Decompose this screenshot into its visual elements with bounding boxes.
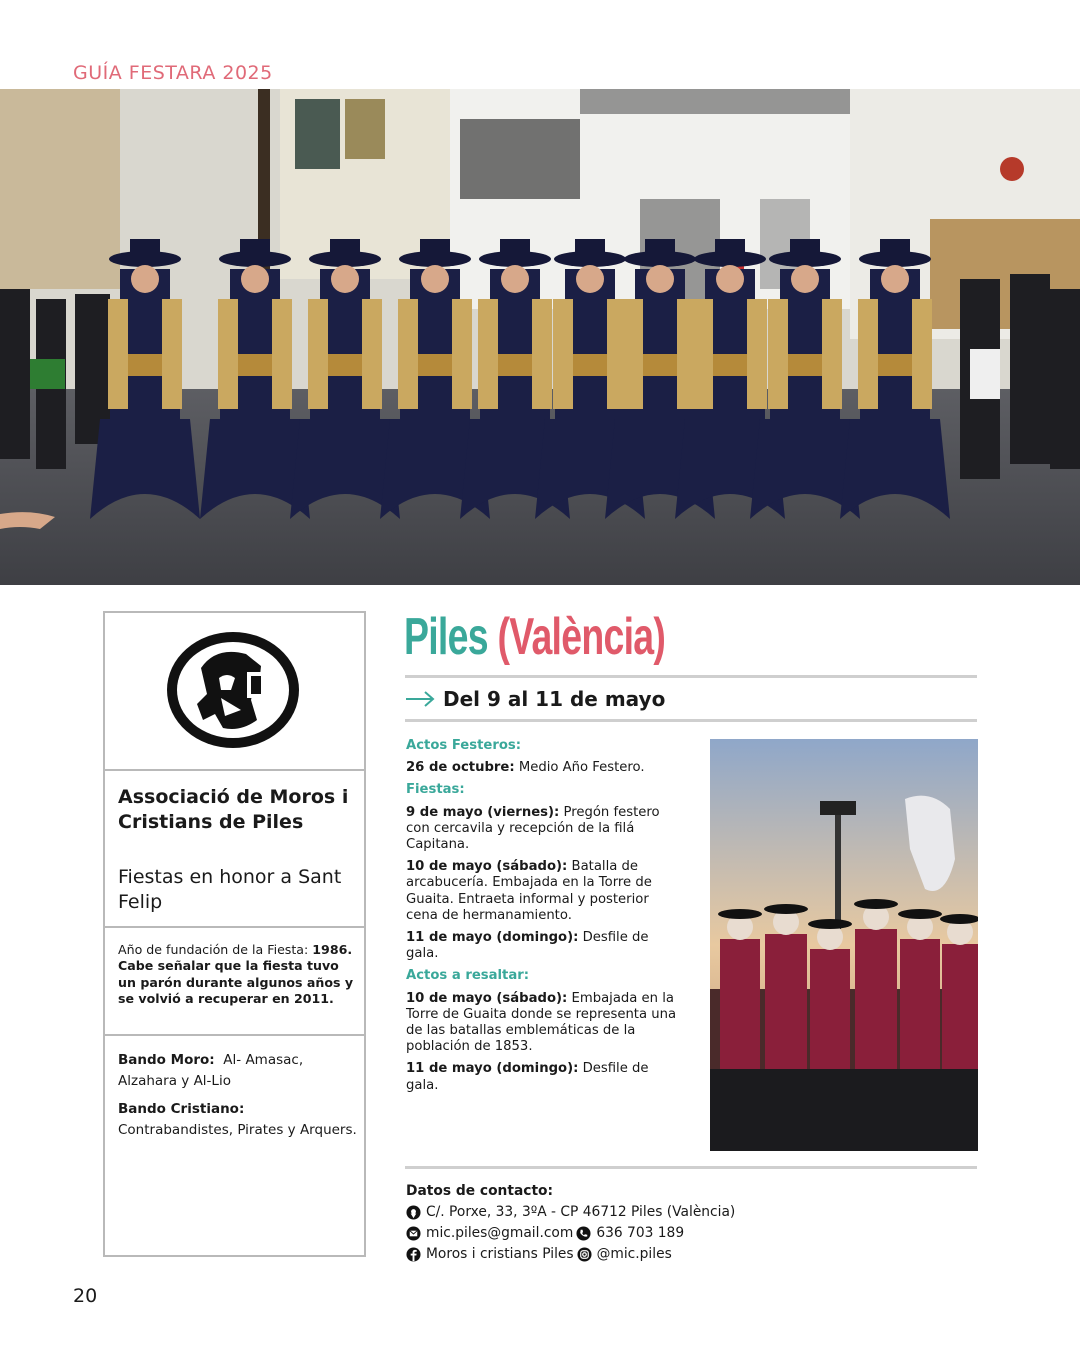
- item-date: 9 de mayo (viernes):: [406, 804, 560, 820]
- section-heading-actos-resaltar: Actos a resaltar:: [406, 968, 530, 984]
- arrow-right-icon: [405, 691, 435, 707]
- info-panel: [103, 611, 366, 1257]
- facebook-icon: [406, 1247, 421, 1262]
- item-text: Pregón festero con cercavila y recepción de la filá Capitana.: [406, 804, 660, 853]
- foundation-box: [105, 926, 364, 1036]
- section-heading-fiestas: Fiestas:: [406, 782, 465, 798]
- bando-moro: [118, 1050, 358, 1092]
- item-date: 26 de octubre:: [406, 760, 515, 776]
- title-city: Piles: [404, 608, 488, 666]
- program-item: [406, 805, 681, 854]
- location-pin-icon: [406, 1205, 421, 1220]
- divider: [405, 719, 977, 722]
- contact-social-row: [406, 1244, 986, 1265]
- program-item: [406, 760, 681, 776]
- title-region: (València): [497, 608, 666, 666]
- program: [406, 738, 681, 1100]
- divider: [405, 675, 977, 678]
- festival-photo: [710, 739, 978, 1151]
- section-heading-actos-festeros: Actos Festeros:: [406, 738, 522, 753]
- divider: [405, 1166, 977, 1169]
- foundation-detail: 1986. Cabe señalar que la fiesta tuvo un parón durante algunos años y se volvió a recuperar en 2011.: [118, 942, 354, 1007]
- date-range: Del 9 al 11 de mayo: [443, 687, 666, 711]
- contact-email-phone-row: [406, 1223, 986, 1244]
- foundation-text: [118, 942, 358, 1008]
- item-text: Desfile de gala.: [406, 930, 649, 962]
- contact-address-row: [406, 1202, 986, 1223]
- contact-address: C/. Porxe, 33, 3ºA - CP 46712 Piles (València): [426, 1204, 736, 1220]
- organization-name: Associació de Moros i Cristians de Piles: [118, 786, 349, 833]
- bando-moro-value: Al- Amasac, Alzahara y Al-Lio: [118, 1052, 304, 1089]
- bando-cristiano-value: Contrabandistes, Pirates y Arquers.: [118, 1122, 357, 1138]
- program-item: [406, 859, 681, 924]
- bando-moro-label: Bando Moro:: [118, 1052, 215, 1068]
- contact-heading: Datos de contacto:: [406, 1183, 554, 1199]
- bandos: [118, 1050, 358, 1148]
- program-item: [406, 930, 681, 962]
- program-item: [406, 991, 681, 1056]
- logo-box: [105, 613, 364, 771]
- email-icon: [406, 1226, 421, 1241]
- item-text: Batalla de arcabucería. Embajada en la Torre de Guaita. Entraeta informal y posterior cena de hermanamiento.: [406, 859, 652, 923]
- item-text: Embajada en la Torre de Guaita donde se representa una de las batallas emblemáticas de la población de 1853.: [406, 990, 677, 1055]
- page-title: [404, 604, 665, 674]
- association-logo: [161, 628, 301, 753]
- guide-label: GUÍA FESTARA 2025: [73, 62, 273, 84]
- bando-cristiano: [118, 1099, 358, 1141]
- organization-box: [105, 769, 364, 928]
- contact-block: [406, 1181, 986, 1265]
- item-date: 11 de mayo (domingo):: [406, 1061, 579, 1077]
- page-number: 20: [73, 1285, 98, 1307]
- item-text: Medio Año Festero.: [518, 760, 645, 776]
- item-date: 10 de mayo (sábado):: [406, 859, 568, 875]
- contact-email[interactable]: mic.piles@gmail.com: [426, 1225, 574, 1241]
- item-date: 11 de mayo (domingo):: [406, 930, 579, 946]
- instagram-icon: [577, 1247, 592, 1262]
- bando-cristiano-label: Bando Cristiano:: [118, 1101, 245, 1117]
- item-date: 10 de mayo (sábado):: [406, 990, 568, 1006]
- contact-phone[interactable]: 636 703 189: [596, 1225, 685, 1241]
- organization-subtitle: Fiestas en honor a Sant Felip: [118, 866, 342, 913]
- date-row: [405, 684, 665, 714]
- contact-instagram[interactable]: @mic.piles: [596, 1246, 672, 1262]
- phone-icon: [576, 1226, 591, 1241]
- hero-photo: [0, 89, 1080, 585]
- foundation-label: Año de fundación de la Fiesta:: [118, 942, 309, 957]
- program-item: [406, 1061, 681, 1093]
- item-text: Desfile de gala.: [406, 1061, 649, 1093]
- contact-facebook[interactable]: Moros i cristians Piles: [426, 1246, 574, 1262]
